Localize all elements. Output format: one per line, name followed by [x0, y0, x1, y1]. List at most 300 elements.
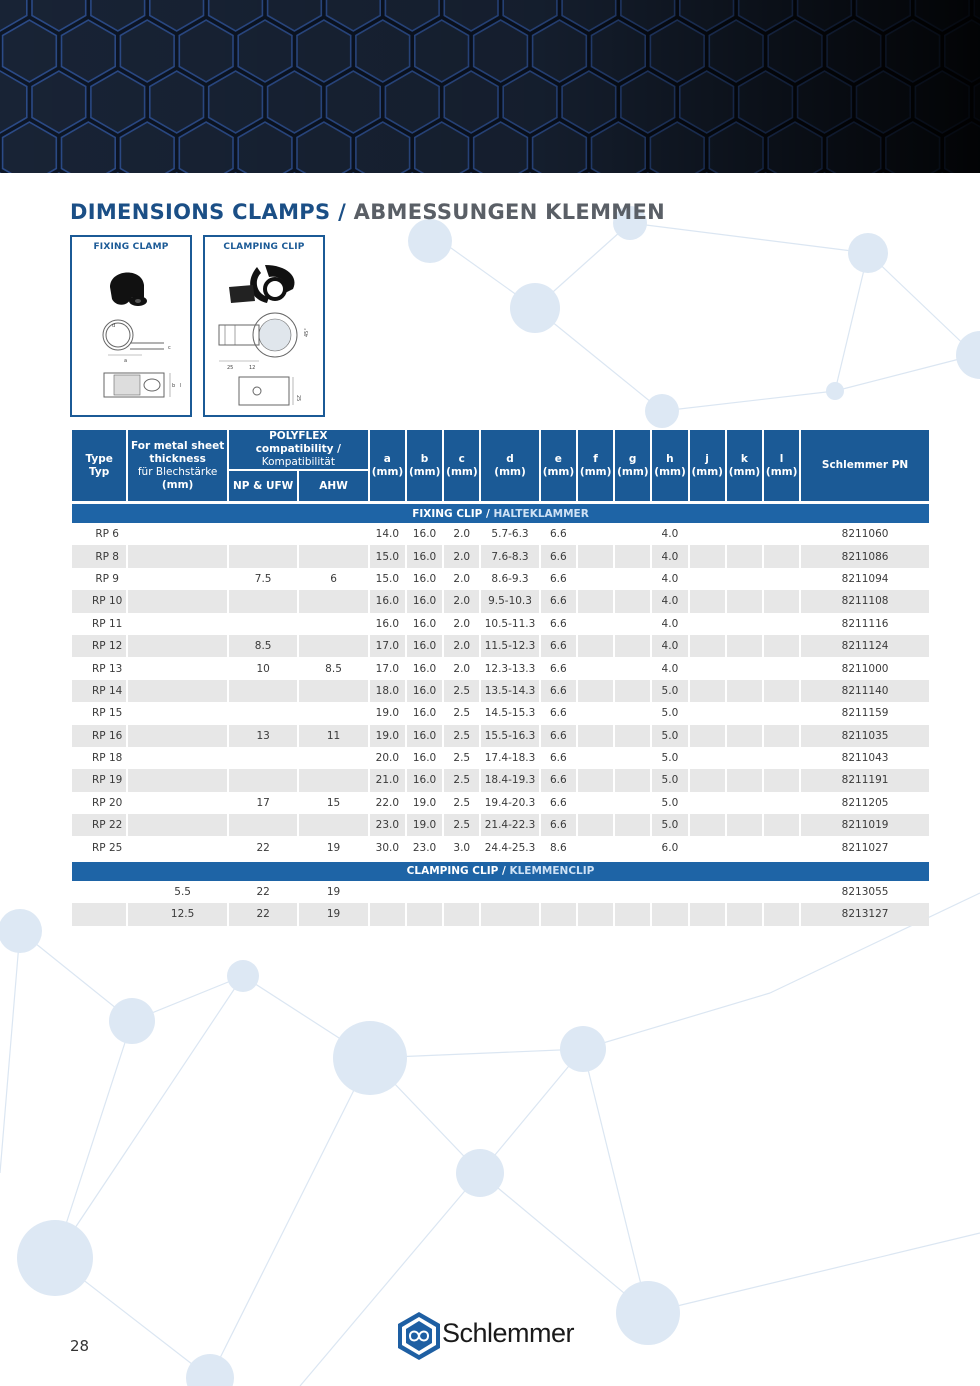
- table-cell: [444, 903, 479, 925]
- header-dim-j: j (mm): [690, 430, 725, 501]
- table-cell: [727, 657, 762, 679]
- brand-hexagon-icon: [396, 1310, 442, 1362]
- table-cell: 18.4-19.3: [481, 769, 538, 791]
- table-cell: [407, 903, 442, 925]
- table-cell: RP 10: [72, 590, 126, 612]
- table-cell: [578, 903, 613, 925]
- table-cell: 6.0: [652, 836, 687, 858]
- table-cell: [299, 590, 367, 612]
- header-type-en: Type: [85, 452, 113, 465]
- table-cell: [229, 680, 297, 702]
- table-cell: [690, 635, 725, 657]
- table-cell: [727, 680, 762, 702]
- table-cell: 23.0: [407, 836, 442, 858]
- table-cell: 8211035: [801, 725, 929, 747]
- table-cell: [370, 903, 405, 925]
- table-cell: [690, 680, 725, 702]
- title-de: ABMESSUNGEN KLEMMEN: [353, 200, 665, 224]
- table-cell: [229, 545, 297, 567]
- table-cell: 2.0: [444, 545, 479, 567]
- table-cell: 8211140: [801, 680, 929, 702]
- table-cell: RP 25: [72, 836, 126, 858]
- section-label-en: FIXING CLIP: [412, 507, 483, 520]
- table-cell: 8211094: [801, 568, 929, 590]
- table-cell: [690, 792, 725, 814]
- dim-label-a: a: [124, 358, 128, 364]
- table-cell: 6.6: [541, 747, 576, 769]
- table-cell: [481, 903, 538, 925]
- dim-label-b: b: [172, 383, 176, 389]
- table-cell: [615, 702, 650, 724]
- table-cell: [72, 881, 126, 903]
- table-cell: 4.0: [652, 523, 687, 545]
- table-cell: [407, 881, 442, 903]
- brand-logo: [396, 1310, 596, 1362]
- table-cell: [128, 657, 227, 679]
- table-cell: 6.6: [541, 523, 576, 545]
- table-cell: 8211019: [801, 814, 929, 836]
- table-cell: [764, 635, 799, 657]
- table-cell: [128, 836, 227, 858]
- table-cell: 8211060: [801, 523, 929, 545]
- table-cell: 9.5-10.3: [481, 590, 538, 612]
- table-cell: [690, 725, 725, 747]
- table-cell: 2.0: [444, 523, 479, 545]
- clamping-clip-card: [203, 235, 325, 417]
- table-cell: 16.0: [407, 635, 442, 657]
- table-cell: [615, 836, 650, 858]
- page-title: [70, 200, 665, 224]
- table-row: [72, 590, 929, 612]
- table-cell: [764, 613, 799, 635]
- table-cell: [128, 568, 227, 590]
- table-cell: 2.5: [444, 792, 479, 814]
- header-banner: [0, 0, 980, 173]
- table-cell: 16.0: [407, 747, 442, 769]
- table-cell: [727, 836, 762, 858]
- dim-label-c: c: [168, 345, 171, 351]
- table-cell: 7.5: [229, 568, 297, 590]
- table-cell: 8211205: [801, 792, 929, 814]
- table-cell: 16.0: [407, 568, 442, 590]
- clamping-clip-label: CLAMPING CLIP: [223, 242, 305, 252]
- fixing-clamp-drawing: [72, 237, 190, 415]
- table-cell: RP 12: [72, 635, 126, 657]
- table-cell: [578, 702, 613, 724]
- table-cell: [541, 881, 576, 903]
- table-cell: 6.6: [541, 657, 576, 679]
- dim-label-25: 25: [227, 365, 234, 371]
- table-cell: 8211086: [801, 545, 929, 567]
- table-cell: 22: [229, 881, 297, 903]
- table-cell: [727, 702, 762, 724]
- table-cell: 16.0: [407, 769, 442, 791]
- table-cell: 2.0: [444, 657, 479, 679]
- table-cell: [727, 523, 762, 545]
- table-cell: [299, 702, 367, 724]
- table-cell: 8.6: [541, 836, 576, 858]
- table-cell: [764, 680, 799, 702]
- table-cell: 5.5: [128, 881, 227, 903]
- table-cell: 8211043: [801, 747, 929, 769]
- table-cell: [615, 545, 650, 567]
- table-cell: 8213127: [801, 903, 929, 925]
- table-cell: 8.5: [229, 635, 297, 657]
- table-cell: [128, 523, 227, 545]
- table-cell: 6.6: [541, 792, 576, 814]
- table-cell: 5.0: [652, 792, 687, 814]
- table-cell: [229, 590, 297, 612]
- table-cell: 19: [299, 903, 367, 925]
- table-cell: [578, 769, 613, 791]
- table-cell: 8211027: [801, 836, 929, 858]
- table-cell: [764, 769, 799, 791]
- header-polyflex: [229, 430, 368, 469]
- table-cell: [578, 792, 613, 814]
- table-cell: 7.6-8.3: [481, 545, 538, 567]
- header-dim-k: k (mm): [727, 430, 762, 501]
- table-cell: 19.0: [370, 725, 405, 747]
- table-cell: 10.5-11.3: [481, 613, 538, 635]
- table-cell: 30.0: [370, 836, 405, 858]
- table-cell: [578, 836, 613, 858]
- table-cell: [299, 747, 367, 769]
- table-cell: 2.0: [444, 613, 479, 635]
- table-row: [72, 635, 929, 657]
- section-label-de: KLEMMENCLIP: [509, 865, 595, 878]
- table-cell: [128, 702, 227, 724]
- table-cell: [690, 568, 725, 590]
- table-cell: RP 19: [72, 769, 126, 791]
- table-cell: 16.0: [407, 702, 442, 724]
- table-cell: 8.6-9.3: [481, 568, 538, 590]
- table-cell: 2.5: [444, 814, 479, 836]
- table-cell: 13.5-14.3: [481, 680, 538, 702]
- table-cell: 8211116: [801, 613, 929, 635]
- table-cell: [578, 657, 613, 679]
- table-cell: [299, 769, 367, 791]
- table-cell: [128, 635, 227, 657]
- header-dim-l: l (mm): [764, 430, 799, 501]
- table-cell: 18.0: [370, 680, 405, 702]
- table-cell: 22.0: [370, 792, 405, 814]
- table-row: [72, 702, 929, 724]
- table-cell: 22: [229, 836, 297, 858]
- table-cell: [481, 881, 538, 903]
- table-row: [72, 680, 929, 702]
- section-sep: /: [501, 865, 506, 878]
- table-row: [72, 657, 929, 679]
- table-cell: [444, 881, 479, 903]
- table-cell: 19.0: [370, 702, 405, 724]
- table-cell: [727, 881, 762, 903]
- table-cell: 19: [299, 836, 367, 858]
- table-cell: [229, 814, 297, 836]
- table-cell: [299, 814, 367, 836]
- header-type: [72, 430, 126, 501]
- table-cell: [690, 881, 725, 903]
- table-body: [72, 501, 929, 926]
- table-cell: [690, 657, 725, 679]
- dim-label-l: l: [180, 383, 182, 389]
- table-cell: [128, 814, 227, 836]
- table-cell: [690, 702, 725, 724]
- table-cell: [370, 881, 405, 903]
- table-row: [72, 814, 929, 836]
- fixing-clamp-label: FIXING CLAMP: [93, 242, 169, 252]
- table-cell: 6.6: [541, 702, 576, 724]
- table-cell: 6.6: [541, 590, 576, 612]
- table-cell: [615, 680, 650, 702]
- table-cell: [690, 814, 725, 836]
- table-cell: RP 22: [72, 814, 126, 836]
- table-cell: [541, 903, 576, 925]
- table-cell: 2.5: [444, 747, 479, 769]
- table-cell: 19: [299, 881, 367, 903]
- table-cell: 14.5-15.3: [481, 702, 538, 724]
- table-cell: [690, 613, 725, 635]
- table-cell: [128, 545, 227, 567]
- header-thickness-unit: (mm): [161, 478, 194, 491]
- table-cell: 6.6: [541, 680, 576, 702]
- table-cell: 2.5: [444, 725, 479, 747]
- table-row: [72, 523, 929, 545]
- table-cell: [615, 747, 650, 769]
- table-cell: [690, 903, 725, 925]
- table-row: [72, 792, 929, 814]
- table-row: [72, 881, 929, 903]
- table-cell: 6.6: [541, 769, 576, 791]
- header-np-ufw: NP & UFW: [229, 469, 297, 501]
- clamping-clip-drawing: [205, 237, 323, 415]
- table-cell: [764, 792, 799, 814]
- table-cell: RP 9: [72, 568, 126, 590]
- table-cell: 8211108: [801, 590, 929, 612]
- table-cell: [578, 613, 613, 635]
- table-cell: 3.0: [444, 836, 479, 858]
- section-header: [72, 501, 929, 523]
- table-cell: [615, 590, 650, 612]
- table-cell: [764, 814, 799, 836]
- table-row: [72, 903, 929, 925]
- table-cell: 4.0: [652, 568, 687, 590]
- section-sep: /: [486, 507, 490, 520]
- table-cell: [727, 635, 762, 657]
- section-label-de: HALTEKLAMMER: [493, 507, 589, 520]
- table-cell: [299, 545, 367, 567]
- table-cell: 19.0: [407, 814, 442, 836]
- table-cell: [578, 568, 613, 590]
- honeycomb-pattern: [0, 0, 980, 173]
- table-cell: 17: [229, 792, 297, 814]
- table-cell: [727, 613, 762, 635]
- table-cell: 5.7-6.3: [481, 523, 538, 545]
- table-cell: 16.0: [407, 613, 442, 635]
- table-cell: 16.0: [407, 590, 442, 612]
- header-dim-d: d (mm): [481, 430, 538, 501]
- table-cell: 8213055: [801, 881, 929, 903]
- table-cell: 21.4-22.3: [481, 814, 538, 836]
- table-cell: [229, 613, 297, 635]
- table-cell: [615, 523, 650, 545]
- table-cell: 24.4-25.3: [481, 836, 538, 858]
- table-cell: 6.6: [541, 568, 576, 590]
- table-cell: [229, 702, 297, 724]
- table-cell: 2.5: [444, 702, 479, 724]
- table-cell: 5.0: [652, 769, 687, 791]
- table-cell: [578, 635, 613, 657]
- table-cell: [690, 545, 725, 567]
- table-cell: 2.5: [444, 680, 479, 702]
- table-cell: 15.0: [370, 568, 405, 590]
- table-cell: [764, 657, 799, 679]
- table-cell: [615, 657, 650, 679]
- table-cell: 15.0: [370, 545, 405, 567]
- table-cell: 4.0: [652, 545, 687, 567]
- table-cell: 13: [229, 725, 297, 747]
- table-cell: [615, 635, 650, 657]
- table-row: [72, 568, 929, 590]
- table-cell: 15: [299, 792, 367, 814]
- table-cell: 16.0: [370, 613, 405, 635]
- table-cell: 10: [229, 657, 297, 679]
- table-cell: 11.5-12.3: [481, 635, 538, 657]
- header-dim-g: g (mm): [615, 430, 650, 501]
- table-cell: 2.0: [444, 635, 479, 657]
- table-cell: [615, 881, 650, 903]
- table-cell: [578, 747, 613, 769]
- table-cell: 22: [229, 903, 297, 925]
- table-cell: [764, 747, 799, 769]
- table-cell: 4.0: [652, 657, 687, 679]
- table-cell: RP 15: [72, 702, 126, 724]
- table-cell: [764, 568, 799, 590]
- header-dim-a: a (mm): [370, 430, 405, 501]
- table-cell: 4.0: [652, 590, 687, 612]
- table-cell: [764, 903, 799, 925]
- table-cell: [299, 523, 367, 545]
- table-cell: 5.0: [652, 702, 687, 724]
- title-separator: /: [338, 200, 347, 224]
- dim-label-12: 12: [249, 365, 256, 371]
- table-row: [72, 613, 929, 635]
- table-cell: [578, 590, 613, 612]
- table-cell: [128, 590, 227, 612]
- table-cell: [690, 769, 725, 791]
- table-cell: 6: [299, 568, 367, 590]
- header-pn: Schlemmer PN: [801, 430, 929, 501]
- table-cell: [727, 769, 762, 791]
- table-cell: [578, 545, 613, 567]
- table-cell: [764, 545, 799, 567]
- table-cell: [299, 680, 367, 702]
- header-thickness-de: für Blechstärke: [137, 465, 218, 478]
- table-cell: 21.0: [370, 769, 405, 791]
- table-cell: [615, 725, 650, 747]
- table-cell: 14.0: [370, 523, 405, 545]
- header-dim-c: c (mm): [444, 430, 479, 501]
- table-cell: 6.6: [541, 814, 576, 836]
- table-cell: 17.0: [370, 635, 405, 657]
- table-cell: [727, 725, 762, 747]
- table-cell: [764, 836, 799, 858]
- table-cell: [690, 590, 725, 612]
- dim-label-d: d: [112, 323, 116, 329]
- table-cell: 11: [299, 725, 367, 747]
- section-title: [72, 501, 929, 523]
- table-cell: [727, 568, 762, 590]
- table-cell: [128, 792, 227, 814]
- table-cell: [652, 881, 687, 903]
- table-cell: 20.0: [370, 747, 405, 769]
- table-cell: 5.0: [652, 680, 687, 702]
- table-cell: 2.0: [444, 590, 479, 612]
- table-cell: [615, 792, 650, 814]
- table-cell: [578, 680, 613, 702]
- table-cell: [72, 903, 126, 925]
- table-cell: RP 16: [72, 725, 126, 747]
- table-cell: 8211000: [801, 657, 929, 679]
- table-cell: [690, 747, 725, 769]
- table-cell: [229, 747, 297, 769]
- table-cell: [128, 725, 227, 747]
- table-cell: [229, 523, 297, 545]
- table-cell: RP 14: [72, 680, 126, 702]
- table-cell: RP 6: [72, 523, 126, 545]
- table-cell: 8211159: [801, 702, 929, 724]
- brand-name: Schlemmer: [442, 1318, 575, 1348]
- table-cell: RP 11: [72, 613, 126, 635]
- header-dim-b: b (mm): [407, 430, 442, 501]
- table-cell: RP 18: [72, 747, 126, 769]
- table-cell: 6.6: [541, 613, 576, 635]
- table-cell: 12.5: [128, 903, 227, 925]
- table-cell: [578, 523, 613, 545]
- header-polyflex-de: Kompatibilität: [261, 456, 335, 468]
- table-cell: [727, 590, 762, 612]
- table-cell: 2.5: [444, 769, 479, 791]
- table-cell: [727, 792, 762, 814]
- table-row: [72, 545, 929, 567]
- table-cell: [229, 769, 297, 791]
- table-cell: [615, 568, 650, 590]
- table-cell: 19.4-20.3: [481, 792, 538, 814]
- dimensions-table: [70, 430, 931, 926]
- table-cell: 16.0: [407, 523, 442, 545]
- dim-label-angle: 45°: [304, 328, 310, 337]
- header-polyflex-en: POLYFLEX compatibility /: [255, 430, 341, 455]
- header-ahw: AHW: [299, 469, 367, 501]
- title-en: DIMENSIONS CLAMPS: [70, 200, 331, 224]
- table-cell: [690, 523, 725, 545]
- table-cell: 16.0: [407, 725, 442, 747]
- table-cell: [128, 680, 227, 702]
- table-cell: 8211191: [801, 769, 929, 791]
- table-cell: 8211124: [801, 635, 929, 657]
- table-cell: [578, 725, 613, 747]
- table-cell: 6.6: [541, 545, 576, 567]
- section-header: [72, 859, 929, 881]
- header-thickness-en: For metal sheet thickness: [131, 439, 225, 465]
- section-label-en: CLAMPING CLIP: [406, 865, 499, 878]
- table-cell: 2.0: [444, 568, 479, 590]
- table-cell: 6.6: [541, 725, 576, 747]
- table-cell: [299, 613, 367, 635]
- table-cell: RP 13: [72, 657, 126, 679]
- table-cell: 16.0: [407, 545, 442, 567]
- page-number: 28: [70, 1337, 90, 1355]
- table-cell: 16.0: [407, 657, 442, 679]
